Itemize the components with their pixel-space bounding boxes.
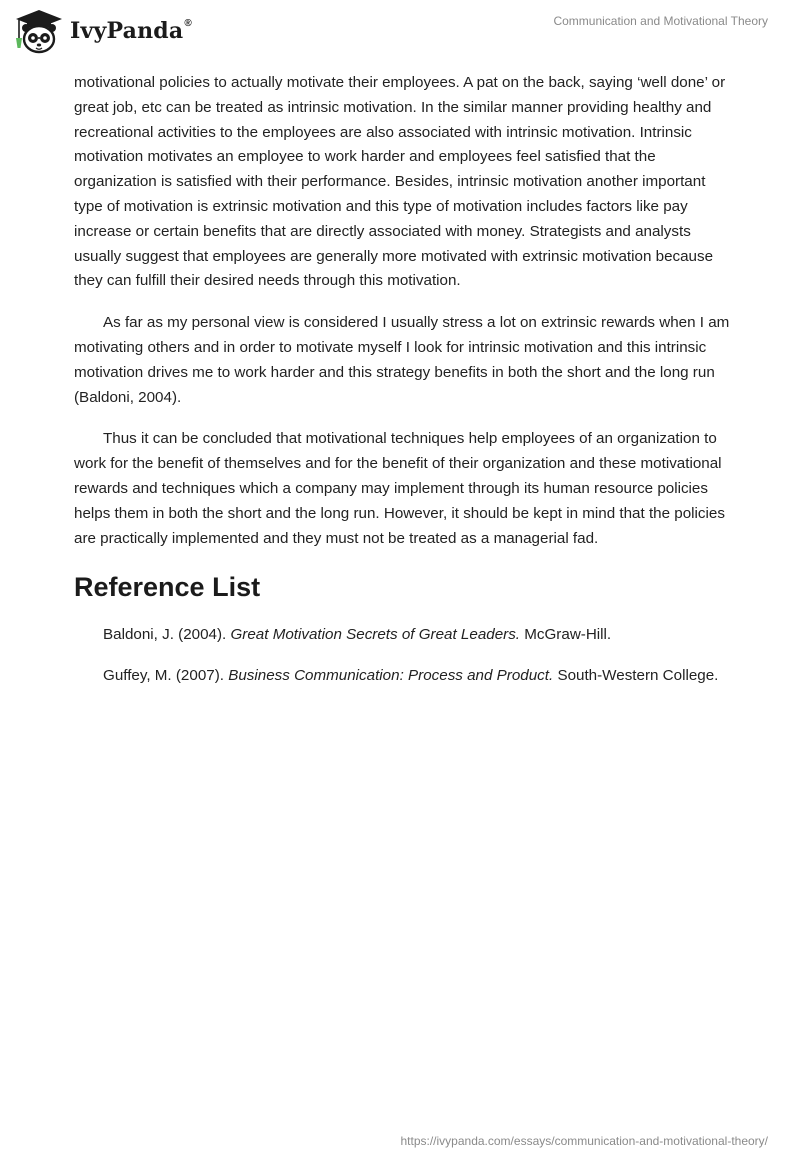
body-paragraph: Thus it can be concluded that motivational techniques help employees of an organization to work for the benefit of themselves and for the benefit of their organization and these motivational rewards and techniques which a company may implement through its human resource policies helps them in both the short and the long run. However, it should be kept in mind that the policies are practically implemented and they must not be treated as a managerial fad.	[74, 430, 725, 547]
panda-graduate-icon	[14, 8, 64, 54]
essay-content	[74, 71, 734, 705]
reference-item: Guffey, M. (2007). Business Communication: Process and Product. South-Western College.	[103, 667, 719, 685]
body-paragraph: motivational policies to actually motivate their employees. A pat on the back, saying ‘well done’ or great job, etc can be treated as intrinsic motivation. In the similar manner providing healthy and recreational activities to the employees are also associated with intrinsic motivation. Intrinsic motivation motivates an employee to work harder and employees feel satisfied that the organization is satisfied with their performance. Besides, intrinsic motivation another important type of motivation is extrinsic motivation and this type of motivation includes factors like pay increase or certain benefits that are directly associated with money. Strategists and analysts usually suggest that employees are generally more motivated with extrinsic motivation because they can fulfill their desired needs through this motivation.	[74, 74, 726, 290]
reference-list-heading: Reference List	[74, 572, 261, 603]
brand-name: IvyPanda®	[70, 17, 192, 44]
ivypanda-logo[interactable]	[14, 6, 192, 56]
source-url[interactable]: https://ivypanda.com/essays/communication-and-motivational-theory/	[400, 1134, 768, 1148]
page-header	[0, 0, 800, 70]
reference-item: Baldoni, J. (2004). Great Motivation Secrets of Great Leaders. McGraw-Hill.	[103, 626, 612, 644]
body-paragraph: As far as my personal view is considered I usually stress a lot on extrinsic rewards when I am motivating others and in order to motivate myself I look for intrinsic motivation and this intrinsic motivation drives me to work harder and this strategy benefits in both the short and the long run (Baldoni, 2004).	[74, 314, 730, 406]
document-title: Communication and Motivational Theory	[553, 14, 768, 28]
